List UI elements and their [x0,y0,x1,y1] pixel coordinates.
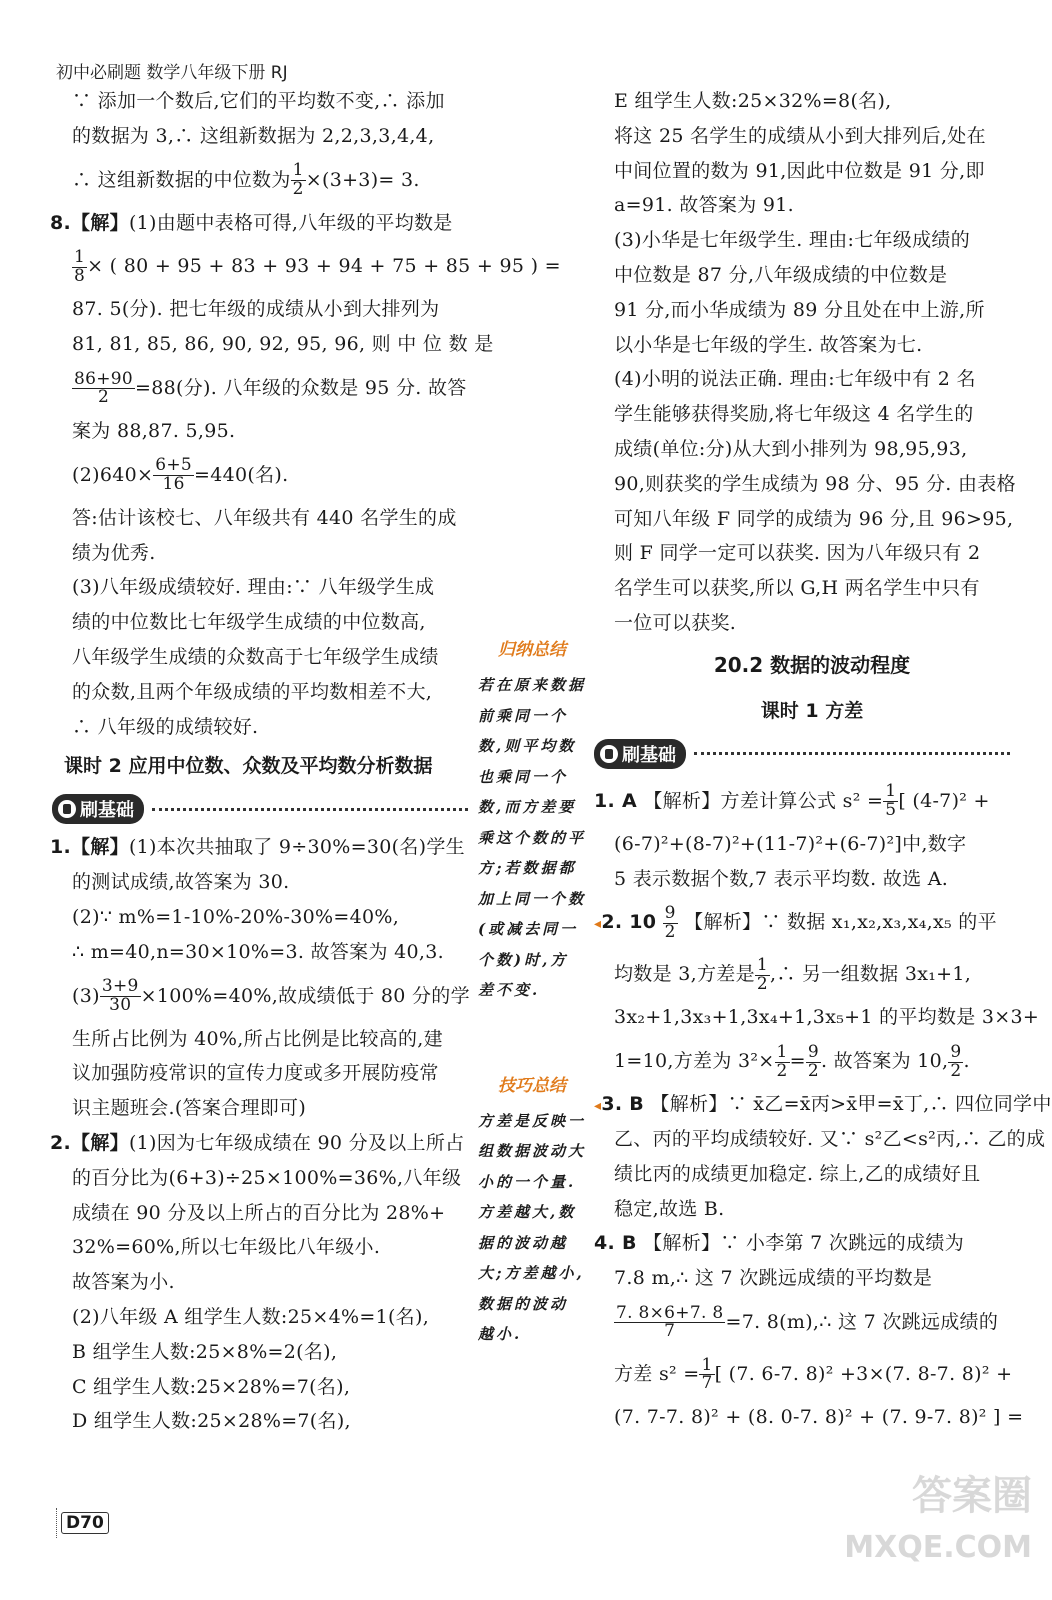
text-line: 以小华是七年级的学生. 故答案为七. [614,333,923,356]
text-line: (3)八年级成绩较好. 理由:∵ 八年级学生成 [72,576,435,599]
text-line: 则 F 同学一定可以获奖. 因为八年级只有 2 [614,542,981,565]
page-number: D70 [56,1508,109,1538]
tip-line: 小的一个量. [478,1172,577,1191]
text-line: 绩为优秀. [72,541,156,564]
text-line: 91 分,而小华成绩为 89 分且处在中上游,所 [614,298,985,321]
text-line: ∴ m=40,n=30×10%=3. 故答案为 40,3. [72,940,444,963]
text-line: 一位可以获奖. [614,611,737,634]
text-line: 将这 25 名学生的成绩从小到大排列后,处在 [614,124,986,147]
text-line: 稳定,故选 B. [614,1197,725,1220]
watermark: 答案圈 MXQE.COM [844,1473,1032,1565]
text-line: (7. 7-7. 8)² + (8. 0-7. 8)² + (7. 9-7. 8)² ] = [614,1405,1024,1428]
tip-line: 前乘同一个 [478,706,569,725]
tip-line: 乘这个数的平 [478,828,587,847]
tip-line: 数据的波动 [478,1294,569,1313]
lesson-title: 课时 1 方差 [760,699,864,722]
tip-title-summary: 归纳总结 [498,640,566,660]
answer-2: 2.【解】(1)因为七年级成绩在 90 分及以上所占 [50,1131,465,1154]
text-line: 绩的中位数比七年级学生成绩的中位数高, [72,611,426,634]
tips-sidebar [478,84,586,1350]
text-line: ∴ 这组新数据的中位数为 $\frac{1}{2}$ ×(3+3)= 3. [72,160,420,200]
text-line: ∵ 添加一个数后,它们的平均数不变,∴ 添加 [72,90,445,112]
fraction: $\frac{9}{2}$ [950,1041,962,1081]
text-line: 中位数是 87 分,八年级成绩的中位数是 [614,263,948,286]
fraction: $\frac{1}{5}$ [885,781,897,821]
text-line: (2)八年级 A 组学生人数:25×4%=1(名), [72,1305,430,1328]
section-badge: 刷基础 [594,733,1010,775]
section-badge: 刷基础 [52,788,468,830]
fraction: $\frac{1}{2}$ [292,160,304,200]
text-line: 故答案为小. [72,1271,175,1294]
tip-line: 方;若数据都 [478,859,577,877]
text-line: 学生能够获得奖励,将七年级这 4 名学生的 [614,403,974,426]
answer-2: ◂2. 10 $\frac{9}{2}$ 【解析】∵ 数据 x₁,x₂,x₃,x₄,x₅ 的平 [594,903,997,942]
text-line: E 组学生人数:25×32%=8(名), [614,90,892,112]
tip-line: 数,则平均数 [478,737,577,755]
tip-line: (或减去同一 [478,920,579,938]
text-line: 均数是 3,方差是 $\frac{1}{2}$ ,∴ 另一组数据 3x₁+1, [614,955,972,994]
text-line: 可知八年级 F 同学的成绩为 96 分,且 96>95, [614,507,1014,530]
lesson-title: 课时 2 应用中位数、众数及平均数分析数据 [64,755,433,778]
tip-line: 据的波动越 [478,1233,569,1252]
text-line: 乙、丙的平均成绩较好. 又∵ s²乙<s²丙,∴ 乙的成 [614,1127,1046,1150]
text-line: 答:估计该校七、八年级共有 440 名学生的成 [72,506,457,529]
dotted-divider [152,808,468,811]
right-column [594,84,1052,1435]
question-8: 8.【解】(1)由题中表格可得,八年级的平均数是 [50,211,453,234]
text-line: 90,则获奖的学生成绩为 98 分、95 分. 由表格 [614,472,1016,495]
text-line: (3) $\frac{3+9}{30}$ ×100%=40%,故成绩低于 80 分的学 [72,976,470,1016]
tip-line: 差不变. [478,981,541,999]
text-line: 7.8 m,∴ 这 7 次跳远成绩的平均数是 [614,1267,933,1290]
text-line: 的数据为 3,∴ 这组新数据为 2,2,3,3,4,4, [72,124,435,147]
text-line: 成绩在 90 分及以上所占的百分比为 28%+ [72,1201,446,1224]
tip-line: 方差越大,数 [478,1203,577,1221]
tip-box-summary [478,670,586,1006]
fraction: $\frac{7. 8\times 6+7. 8}{7}$ [616,1302,724,1342]
text-line: 议加强防疫常识的宣传力度或多开展防疫常 [72,1062,439,1085]
text-line: D 组学生人数:25×28%=7(名), [72,1410,351,1433]
fraction: $\frac{9}{2}$ [664,903,676,942]
tip-line: 数,而方差要 [478,798,577,816]
text-line: $\frac{86+90}{2}$ =88(分). 八年级的众数是 95 分. 故答 [74,368,467,408]
pointer-arrow-icon: ◂ [594,916,602,933]
text-line: 的众数,且两个年级成绩的平均数相差不大, [72,680,433,703]
fraction: $\frac{3+9}{30}$ [101,976,139,1016]
section-title: 20.2 数据的波动程度 [713,652,911,677]
text-line: 八年级学生成绩的众数高于七年级学生成绩 [72,645,439,668]
tip-line: 加上同一个数 [478,889,587,908]
text-line: 名学生可以获奖,所以 G,H 两名学生中只有 [614,577,980,600]
tip-line: 个数)时,方 [478,950,569,969]
text-line: $\frac{1}{8}$ × ( 80 + 95 + 83 + 93 + 94 + 75 + 85 + 95 ) = [74,247,561,286]
tip-line: 若在原来数据 [478,676,587,694]
text-line: 3x₂+1,3x₃+1,3x₄+1,3x₅+1 的平均数是 3×3+ [614,1006,1040,1029]
text-line: C 组学生人数:25×28%=7(名), [72,1375,351,1398]
fraction: $\frac{1}{8}$ [74,247,86,286]
text-line: (2)∵ m%=1-10%-20%-30%=40%, [72,905,400,928]
answer-1: 1.【解】(1)本次共抽取了 9÷30%=30(名)学生 [50,836,465,859]
brush-icon [600,745,618,763]
tip-line: 方差是反映一 [478,1111,587,1130]
text-line: 成绩(单位:分)从大到小排列为 98,95,93, [614,437,968,460]
text-line: 32%=60%,所以七年级比八年级小. [72,1236,381,1259]
text-line: 生所占比例为 40%,所占比例是比较高的,建 [72,1027,443,1050]
text-line: (3)小华是七年级学生. 理由:七年级成绩的 [614,229,970,252]
text-line: (6-7)²+(8-7)²+(11-7)²+(6-7)²]中,数字 [614,832,967,855]
text-line: 的测试成绩,故答案为 30. [72,871,290,894]
text-line: (4)小明的说法正确. 理由:七年级中有 2 名 [614,368,976,391]
brush-icon [58,800,76,818]
text-line: $\frac{7. 8\times 6+7. 8}{7}$ =7. 8(m),∴ 这 7 次跳远成绩的 [616,1302,999,1342]
text-line: 案为 88,87. 5,95. [72,419,236,442]
text-line: 5 表示数据个数,7 表示平均数. 故选 A. [614,867,949,890]
fraction: $\frac{9}{2}$ [807,1041,819,1081]
text-line: (2)640× $\frac{6+5}{16}$ =440(名). [72,455,289,495]
tip-title-technique: 技巧总结 [498,1075,566,1096]
text-line: 81, 81, 85, 86, 90, 92, 95, 96, 则 中 位 数 是 [72,333,494,356]
text-line: 1=10,方差为 3²× $\frac{1}{2}$ = $\frac{9}{2}$ . 故答案为 10, $\frac{9}{2}$ . [614,1041,970,1081]
text-line: 绩比丙的成绩更加稳定. 综上,乙的成绩好且 [614,1162,981,1185]
dotted-divider [694,752,1010,755]
tip-line: 越小. [478,1325,523,1343]
page-header: 初中必刷题 数学八年级下册 RJ [56,63,288,83]
answer-3: ◂3. B 【解析】∵ x̄乙=x̄丙>x̄甲=x̄丁,∴ 四位同学中 [594,1093,1052,1116]
tip-line: 大;方差越小, [478,1264,585,1282]
text-line: B 组学生人数:25×8%=2(名), [72,1340,338,1363]
fraction: $\frac{6+5}{16}$ [155,455,192,495]
text-line: 中间位置的数为 91,因此中位数是 91 分,即 [614,159,985,182]
text-line: a=91. 故答案为 91. [614,194,794,217]
tip-line: 也乘同一个 [478,767,569,786]
tip-box-technique [478,1106,586,1350]
text-line: 识主题班会.(答案合理即可) [72,1097,307,1120]
answer-4: 4. B 【解析】∵ 小李第 7 次跳远的成绩为 [594,1232,965,1255]
answer-1: 1. A 【解析】方差计算公式 s² = $\frac{1}{5}$ [ (4-7)² + [594,781,990,821]
fraction: $\frac{1}{2}$ [756,955,768,994]
text-line: 87. 5(分). 把七年级的成绩从小到大排列为 [72,298,440,321]
text-line: 的百分比为(6+3)÷25×100%=36%,八年级 [72,1166,462,1189]
pointer-arrow-icon: ◂ [594,1098,602,1115]
fraction: $\frac{1}{7}$ [701,1354,713,1394]
fraction: $\frac{1}{2}$ [776,1041,788,1081]
tip-line: 组数据波动大 [478,1142,587,1160]
text-line: ∴ 八年级的成绩较好. [72,715,259,738]
text-line: 方差 s² = $\frac{1}{7}$ [ (7. 6-7. 8)² +3×(7. 8-7. 8)² + [614,1354,1013,1394]
fraction: $\frac{86+90}{2}$ [74,368,134,408]
